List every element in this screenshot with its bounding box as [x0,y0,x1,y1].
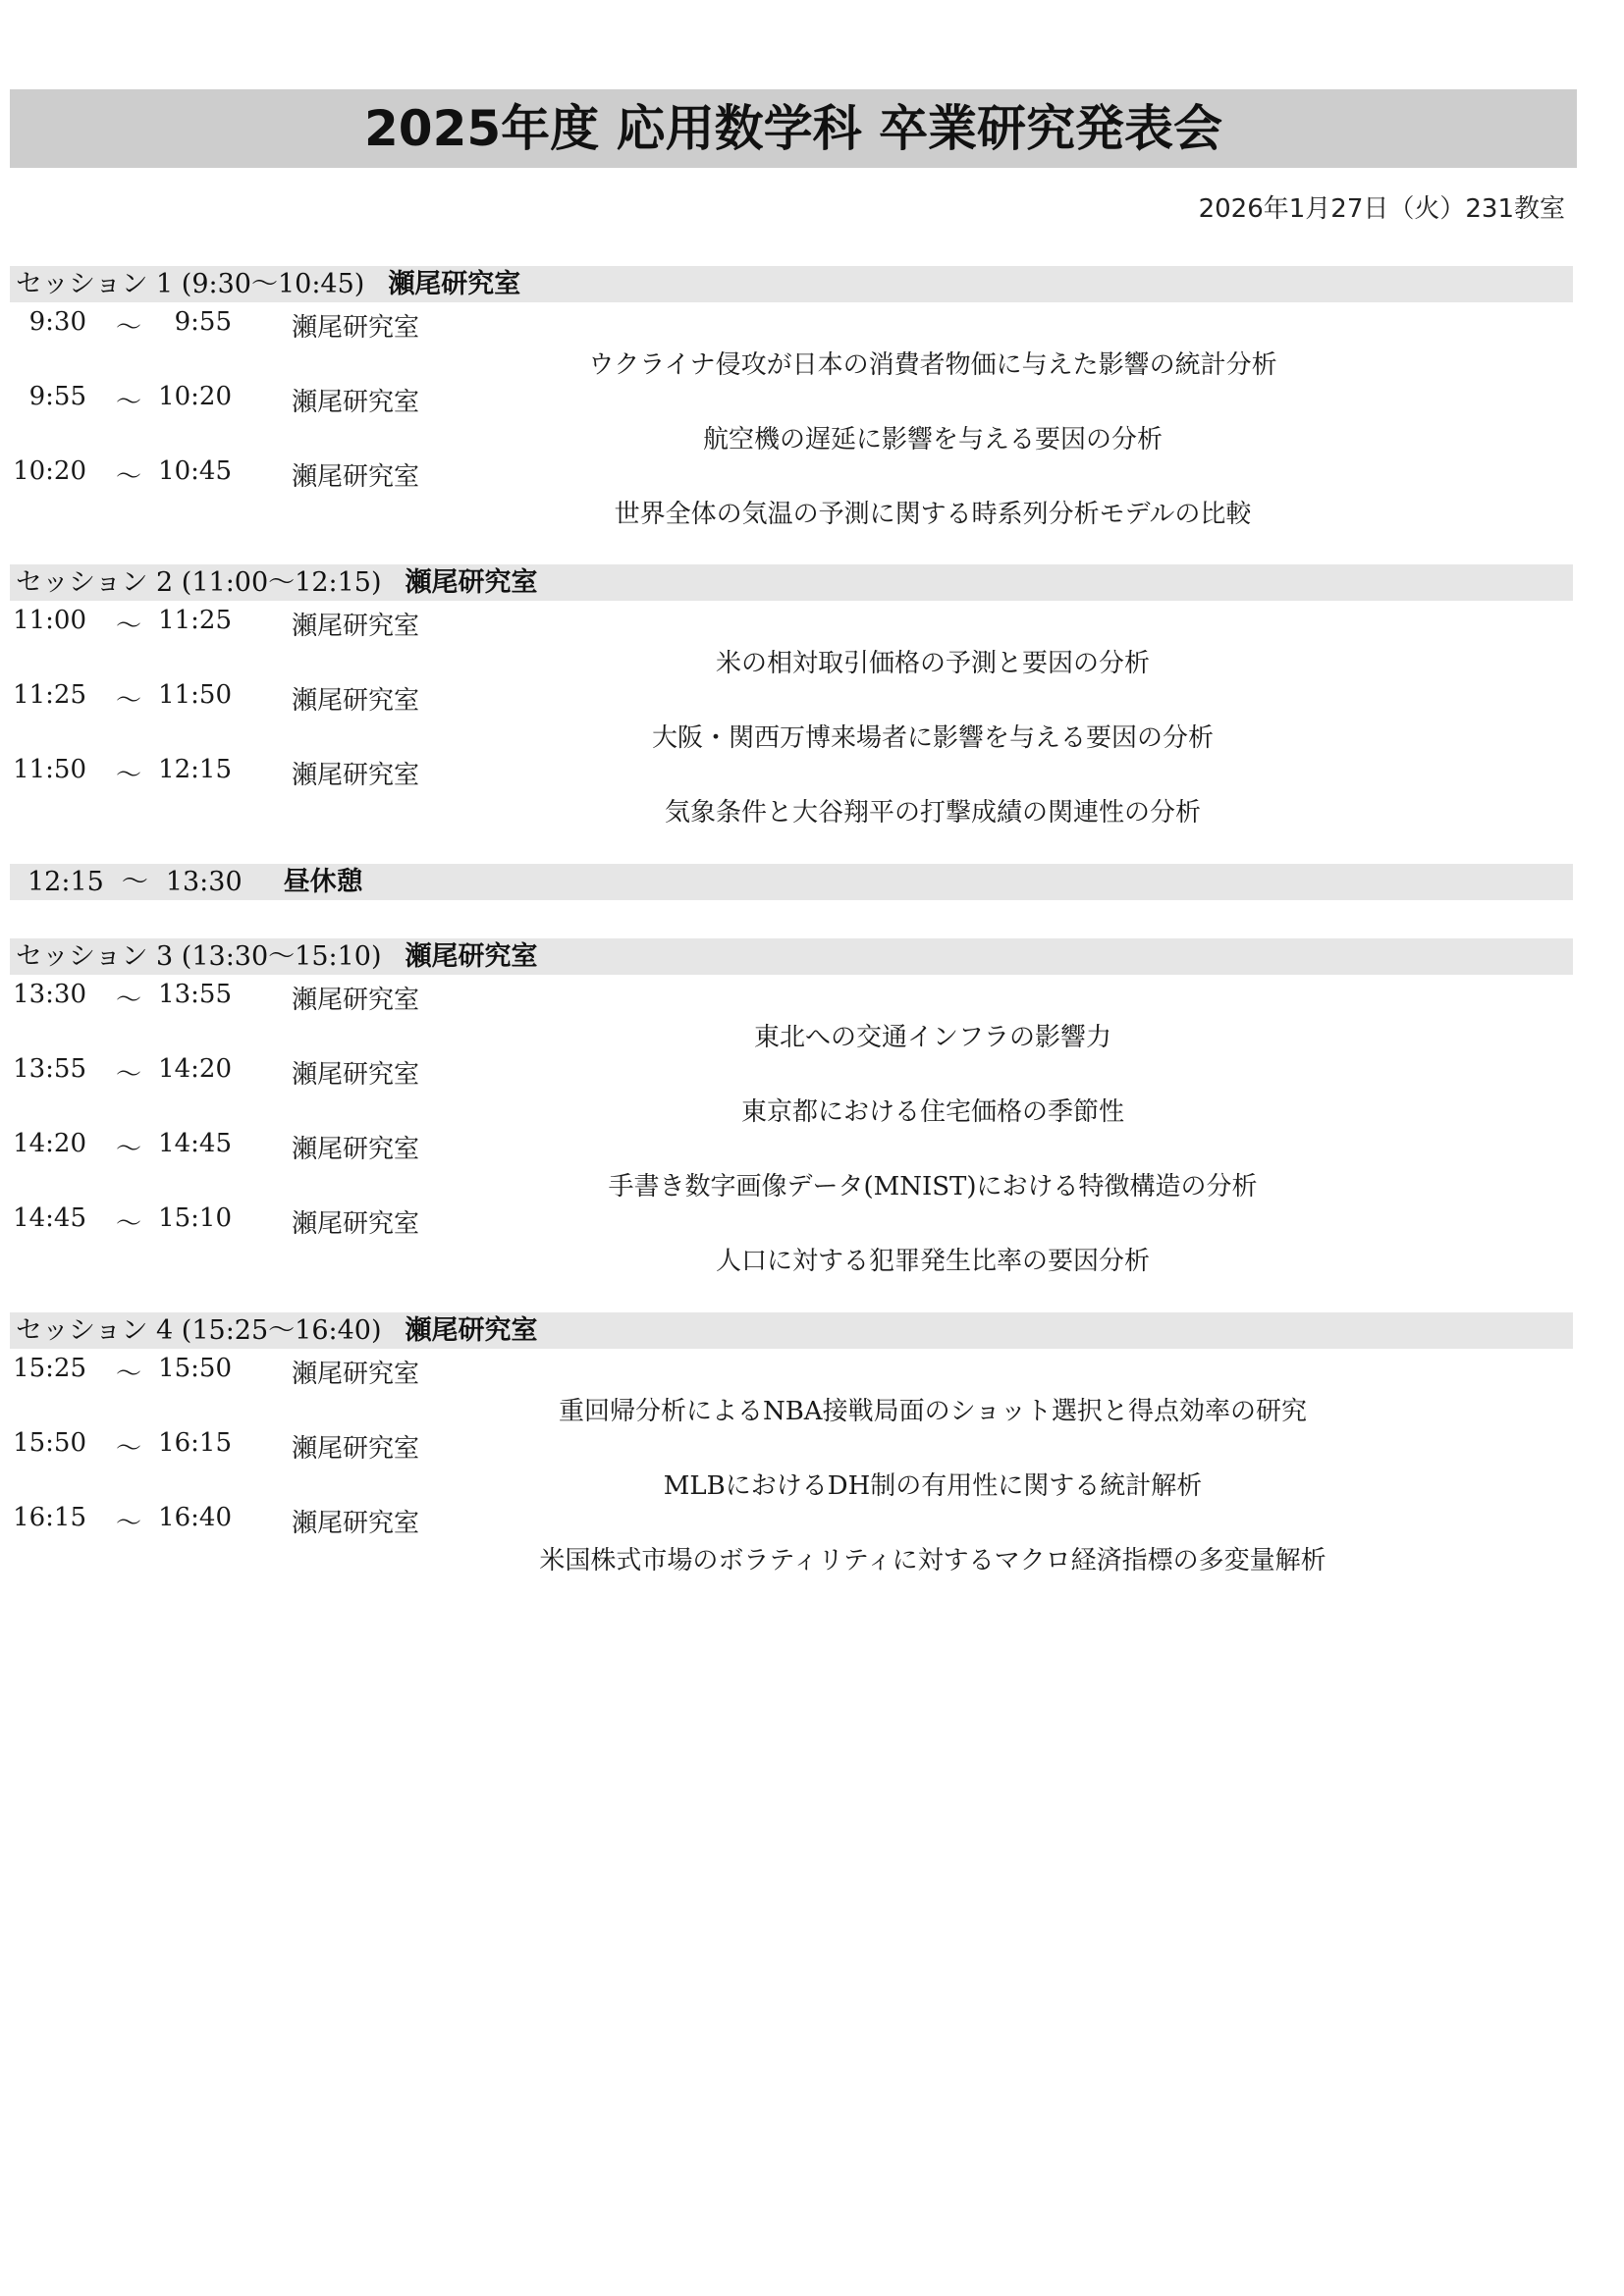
end-time: 9:55 [174,307,232,337]
session-label: セッション 3 (13:30〜15:10) [16,941,382,972]
talk-slot [0,677,1624,752]
time-separator: 〜 [116,313,142,343]
session-label: セッション 2 (11:00〜12:15) [16,567,382,598]
time-separator: 〜 [116,1360,142,1389]
talk-slot [0,1126,1624,1201]
start-time: 15:50 [13,1428,86,1458]
start-time: 11:50 [13,755,86,784]
talk-title: 大阪・関西万博来場者に影響を与える要因の分析 [651,723,1215,753]
time-separator: 〜 [116,1509,142,1538]
talk-title: 人口に対する犯罪発生比率の要因分析 [715,1247,1151,1276]
time-separator: 〜 [121,867,148,897]
end-time: 11:25 [158,606,232,635]
session-room: 瀬尾研究室 [405,941,538,972]
talk-title: 米国株式市場のボラティリティに対するマクロ経済指標の多変量解析 [539,1546,1326,1575]
start-time: 15:25 [13,1354,86,1383]
talk-slot [0,304,1624,379]
end-time: 14:20 [158,1054,232,1084]
session-label: セッション 4 (15:25〜16:40) [16,1315,382,1346]
end-time: 10:45 [158,456,232,486]
end-time: 14:45 [158,1129,232,1158]
lab-name: 瀬尾研究室 [292,313,420,343]
talk-title: 米の相対取引価格の予測と要因の分析 [715,649,1151,678]
lab-name: 瀬尾研究室 [292,1509,420,1538]
page-title: 2025年度 応用数学科 卒業研究発表会 [10,89,1577,168]
time-separator: 〜 [116,1060,142,1090]
session-header-4 [10,1312,1573,1349]
time-separator: 〜 [116,761,142,790]
talk-slot [0,1500,1624,1575]
end-time: 16:15 [158,1428,232,1458]
end-time: 15:50 [158,1354,232,1383]
talk-slot [0,379,1624,454]
start-time: 16:15 [13,1503,86,1532]
start-time: 9:30 [28,307,86,337]
lab-name: 瀬尾研究室 [292,761,420,790]
talk-slot [0,603,1624,677]
session-header-3 [10,938,1573,975]
end-time: 13:55 [158,980,232,1009]
lunch-label: 昼休憩 [283,867,363,897]
lab-name: 瀬尾研究室 [292,612,420,641]
talk-title: 手書き数字画像データ(MNIST)における特徴構造の分析 [608,1172,1258,1201]
time-separator: 〜 [116,388,142,417]
lab-name: 瀬尾研究室 [292,1434,420,1464]
talk-title: MLBにおけるDH制の有用性に関する統計解析 [663,1471,1203,1501]
session-room: 瀬尾研究室 [405,1315,538,1346]
session-header-2 [10,564,1573,601]
session-header-1 [10,266,1573,302]
session-room: 瀬尾研究室 [405,567,538,598]
lab-name: 瀬尾研究室 [292,462,420,492]
lunch-end-time: 13:30 [165,867,243,897]
end-time: 10:20 [158,382,232,411]
date-venue: 2026年1月27日（火）231教室 [1198,194,1565,224]
start-time: 14:45 [13,1203,86,1233]
start-time: 13:30 [13,980,86,1009]
end-time: 16:40 [158,1503,232,1532]
time-separator: 〜 [116,1434,142,1464]
lab-name: 瀬尾研究室 [292,686,420,716]
talk-title: 東京都における住宅価格の季節性 [740,1097,1125,1127]
time-separator: 〜 [116,612,142,641]
time-separator: 〜 [116,1135,142,1164]
talk-title: 気象条件と大谷翔平の打撃成績の関連性の分析 [664,798,1202,828]
lab-name: 瀬尾研究室 [292,1135,420,1164]
talk-title: 世界全体の気温の予測に関する時系列分析モデルの比較 [614,500,1252,529]
talk-slot [0,977,1624,1051]
lab-name: 瀬尾研究室 [292,1209,420,1239]
talk-slot [0,1351,1624,1425]
end-time: 15:10 [158,1203,232,1233]
talk-title: ウクライナ侵攻が日本の消費者物価に与えた影響の統計分析 [588,350,1277,380]
start-time: 10:20 [13,456,86,486]
time-separator: 〜 [116,1209,142,1239]
end-time: 12:15 [158,755,232,784]
lunch-start-time: 12:15 [27,867,104,897]
talk-title: 東北への交通インフラの影響力 [753,1023,1112,1052]
start-time: 14:20 [13,1129,86,1158]
lunch-break-band [10,864,1573,900]
start-time: 13:55 [13,1054,86,1084]
talk-slot [0,454,1624,528]
lab-name: 瀬尾研究室 [292,1060,420,1090]
end-time: 11:50 [158,680,232,710]
start-time: 9:55 [28,382,86,411]
time-separator: 〜 [116,986,142,1015]
talk-title: 航空機の遅延に影響を与える要因の分析 [702,425,1164,454]
time-separator: 〜 [116,686,142,716]
talk-slot [0,752,1624,827]
start-time: 11:25 [13,680,86,710]
start-time: 11:00 [13,606,86,635]
time-separator: 〜 [116,462,142,492]
talk-slot [0,1051,1624,1126]
lab-name: 瀬尾研究室 [292,388,420,417]
lab-name: 瀬尾研究室 [292,1360,420,1389]
talk-slot [0,1201,1624,1275]
talk-slot [0,1425,1624,1500]
session-label: セッション 1 (9:30〜10:45) [16,269,365,299]
session-room: 瀬尾研究室 [388,269,521,299]
talk-title: 重回帰分析によるNBA接戦局面のショット選択と得点効率の研究 [558,1397,1308,1426]
lab-name: 瀬尾研究室 [292,986,420,1015]
